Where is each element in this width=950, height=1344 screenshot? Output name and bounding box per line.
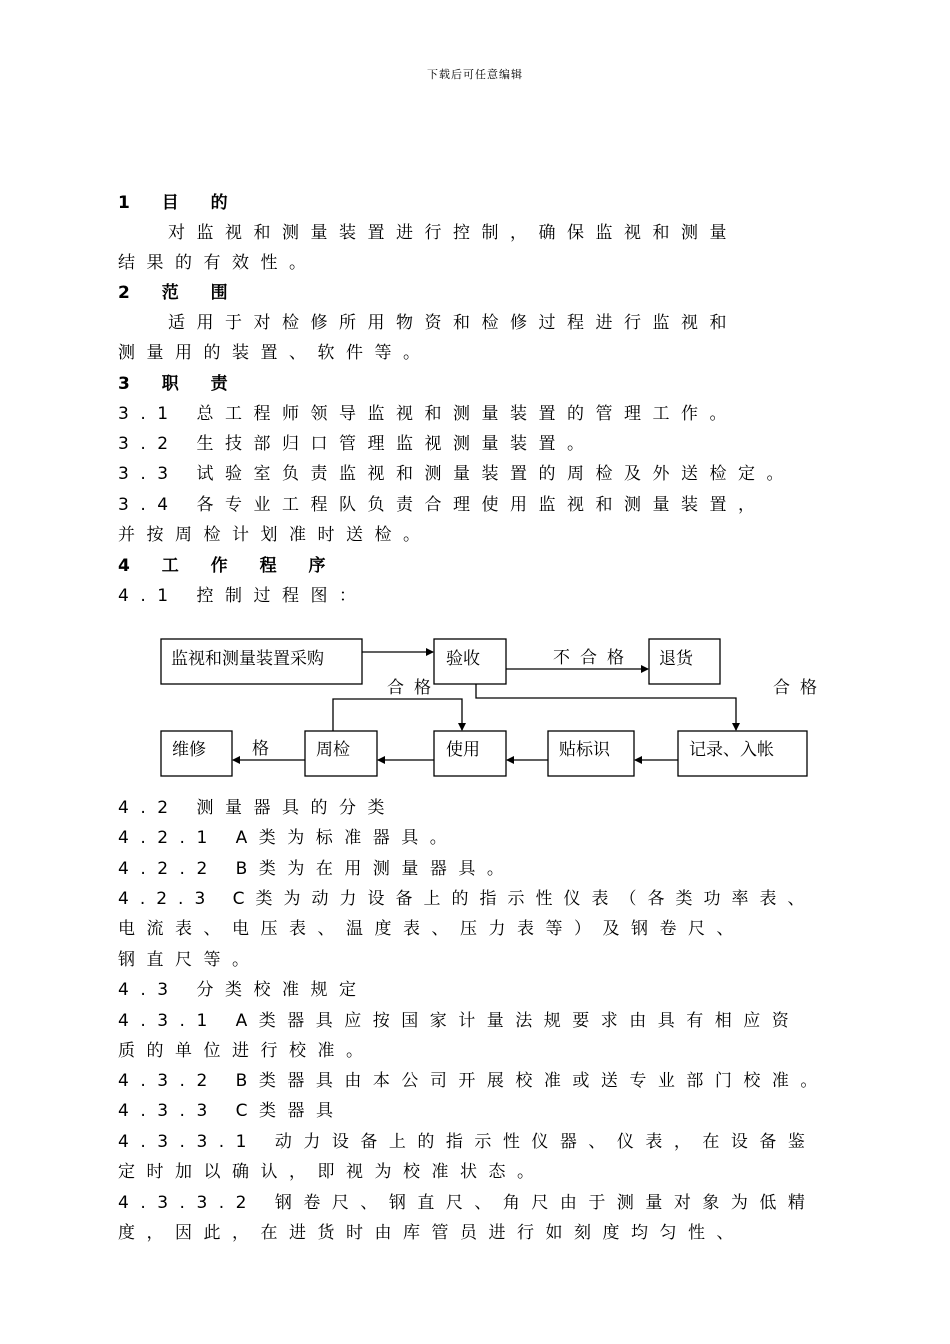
- paragraph-line: 度，因此，在进货时由库管员进行如刻度均匀性、: [118, 1223, 745, 1243]
- periodic-label: 周检: [316, 740, 350, 760]
- repair-edge-label: 格: [252, 739, 269, 759]
- paragraph-line: 3.4 各专业工程队负责合理使用监视和测量装置，: [118, 495, 767, 515]
- paragraph-line: 4.3.3 C类器具: [118, 1101, 345, 1121]
- paragraph-line: 4.2.2 B类为在用测量器具。: [118, 859, 516, 879]
- paragraph-line: 钢直尺等。: [118, 950, 261, 970]
- accept-label: 验收: [446, 649, 480, 669]
- paragraph-line: 质的单位进行校准。: [118, 1041, 375, 1061]
- arrow-periodic-use: [333, 699, 462, 731]
- paragraph-line: 4.3.1 A类器具应按国家计量法规要求由具有相应资: [118, 1011, 801, 1031]
- section-1-title: 1 目 的: [118, 193, 241, 213]
- unqualified-label: 不合格: [553, 648, 634, 668]
- paragraph-line: 电流表、电压表、温度表、压力表等）及钢卷尺、: [118, 919, 745, 939]
- paragraph-line: 适用于对检修所用物资和检修过程进行监视和: [168, 313, 738, 333]
- paragraph-line: 3.3 试验室负责监视和测量装置的周检及外送检定。: [118, 464, 795, 484]
- paragraph-line: 4.1 控制过程图：: [118, 586, 368, 606]
- qualified-right-label: 合格: [773, 678, 827, 698]
- section-4-title: 4 工 作 程 序: [118, 556, 339, 576]
- paragraph-line: 结果的有效性。: [118, 253, 318, 273]
- section-3-title: 3 职 责: [118, 374, 241, 394]
- page-header: 下载后可任意编辑: [427, 68, 523, 81]
- paragraph-line: 4.3.2 B类器具由本公司开展校准或送专业部门校准。: [118, 1071, 829, 1091]
- paragraph-line: 4.2.3 C类为动力设备上的指示性仪表（各类功率表、: [118, 889, 816, 909]
- use-label: 使用: [446, 740, 480, 760]
- qualified-left-label: 合格: [387, 678, 441, 698]
- label-label: 贴标识: [559, 740, 610, 760]
- paragraph-line: 4.2 测量器具的分类: [118, 798, 396, 818]
- section-2-title: 2 范 围: [118, 283, 241, 303]
- paragraph-line: 4.3.3.2 钢卷尺、钢直尺、角尺由于测量对象为低精: [118, 1193, 817, 1213]
- paragraph-line: 测量用的装置、软件等。: [118, 343, 432, 363]
- paragraph-line: 定时加以确认，即视为校准状态。: [118, 1162, 546, 1182]
- paragraph-line: 4.3 分类校准规定: [118, 980, 368, 1000]
- return-label: 退货: [659, 649, 693, 669]
- arrow-accept-record: [476, 684, 736, 730]
- paragraph-line: 3.1 总工程师领导监视和测量装置的管理工作。: [118, 404, 738, 424]
- paragraph-line: 4.2.1 A类为标准器具。: [118, 828, 459, 848]
- paragraph-line: 对监视和测量装置进行控制，确保监视和测量: [168, 223, 738, 243]
- paragraph-line: 并按周检计划准时送检。: [118, 525, 432, 545]
- paragraph-line: 4.3.3.1 动力设备上的指示性仪器、仪表，在设备鉴: [118, 1132, 817, 1152]
- paragraph-line: 3.2 生技部归口管理监视测量装置。: [118, 434, 596, 454]
- repair-label: 维修: [172, 740, 206, 760]
- procure-label: 监视和测量装置采购: [171, 649, 324, 669]
- record-label: 记录、入帐: [689, 740, 774, 760]
